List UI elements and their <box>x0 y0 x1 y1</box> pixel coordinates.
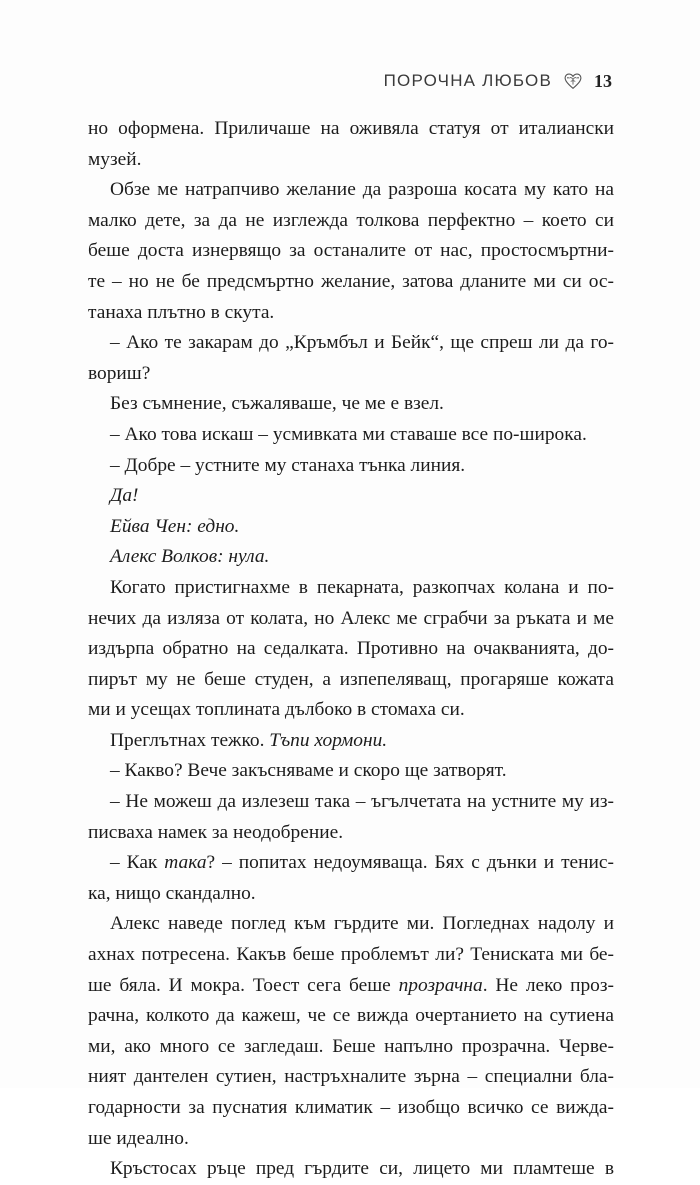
text-line: Когато пристигнахме в пекарната, разкопчах колана и по- <box>110 576 614 598</box>
text-line: танаха плътно в скута. <box>88 301 275 323</box>
text-line: ният дантелен сутиен, настръхналите зърна – специални бла- <box>88 1066 614 1088</box>
text-line: ше идеално. <box>88 1127 189 1149</box>
text-line: Алекс наведе поглед към гърдите ми. Погледнах надолу и <box>110 913 614 935</box>
text-line: ахнах потресена. Какъв беше проблемът ли? Тениската ми бе- <box>88 944 614 966</box>
text-line: – Не можеш да излезеш така – ъгълчетата на устните му из- <box>110 791 614 813</box>
text-line: – Какво? Вече закъсняваме и скоро ще затворят. <box>110 760 507 782</box>
italic-text: Алекс Волков: нула. <box>110 546 270 568</box>
italic-text: Да! <box>110 485 139 507</box>
text-line: издърпа обратно на седалката. Противно на очакванията, до- <box>88 638 614 660</box>
text-line: Без съмнение, съжаляваше, че ме е взел. <box>110 393 444 415</box>
text-line <box>88 971 614 1002</box>
book-title: ПОРОЧНА ЛЮБОВ <box>383 71 552 90</box>
text-line: ка, нищо скандално. <box>88 882 256 904</box>
text-line-italic <box>88 542 614 573</box>
text-segment: – Как <box>110 852 165 874</box>
page-number: 13 <box>594 70 612 91</box>
italic-text: Ейва Чен: едно. <box>110 515 240 537</box>
text-line: но оформена. Приличаше на оживяла статуя от италиански <box>88 118 614 139</box>
text-line: те – но не бе предсмъртно желание, затова дланите ми си ос- <box>88 270 614 292</box>
text-line: – Ако те закарам до „Кръмбъл и Бейк“, ще спреш ли да го- <box>110 332 614 354</box>
text-line: годарности за пуснатия климатик – изобщо всичко се вижда- <box>88 1097 614 1118</box>
text-line-italic <box>88 481 614 512</box>
text-line: пирът му не беше студен, а изпепеляващ, прогаряше кожата <box>88 668 614 690</box>
text-line: музей. <box>88 148 142 170</box>
text-line: – Ако това искаш – усмивката ми ставаше все по-широка. <box>110 423 587 445</box>
text-line: малко дете, за да не изглежда толкова перфектно – което си <box>88 209 614 231</box>
italic-text: прозрачна <box>398 974 483 996</box>
text-line: писваха намек за неодобрение. <box>88 821 344 843</box>
text-line-italic <box>88 512 614 543</box>
text-line <box>88 726 614 757</box>
italic-text: така <box>164 852 207 874</box>
text-segment: ше бяла. И мокра. Тоест сега беше <box>88 974 399 996</box>
text-line: Кръстосах ръце пред гърдите си, лицето ми пламтеше в <box>110 1158 614 1180</box>
text-line: нечих да изляза от колата, но Алекс ме сграбчи за ръката и ме <box>88 607 614 629</box>
text-segment: ? – попитах недоумяваща. Бях с дънки и тенис- <box>206 852 614 874</box>
body-text <box>88 114 614 1185</box>
text-line: вориш? <box>88 362 151 384</box>
text-segment: . Не леко проз- <box>482 974 614 996</box>
text-line <box>88 848 614 879</box>
running-header <box>384 70 612 92</box>
text-line: беше доста изнервящо за останалите от нас, простосмъртни- <box>88 240 614 262</box>
text-line: – Добре – устните му станаха тънка линия. <box>110 454 466 476</box>
text-line: ми и усещах топлината дълбоко в стомаха си. <box>88 699 465 721</box>
text-line: ми, ако много се загледаш. Беше напълно прозрачна. Черве- <box>88 1035 614 1057</box>
italic-text: Тъпи хормони. <box>269 729 388 751</box>
text-line: рачна, колкото да кажеш, че се вижда очертанието на сутиена <box>88 1005 614 1027</box>
text-segment: Преглътнах тежко. <box>110 729 270 751</box>
heart-ornament-icon <box>562 70 584 92</box>
text-line: Обзе ме натрапчиво желание да разроша косата му като на <box>110 179 614 201</box>
